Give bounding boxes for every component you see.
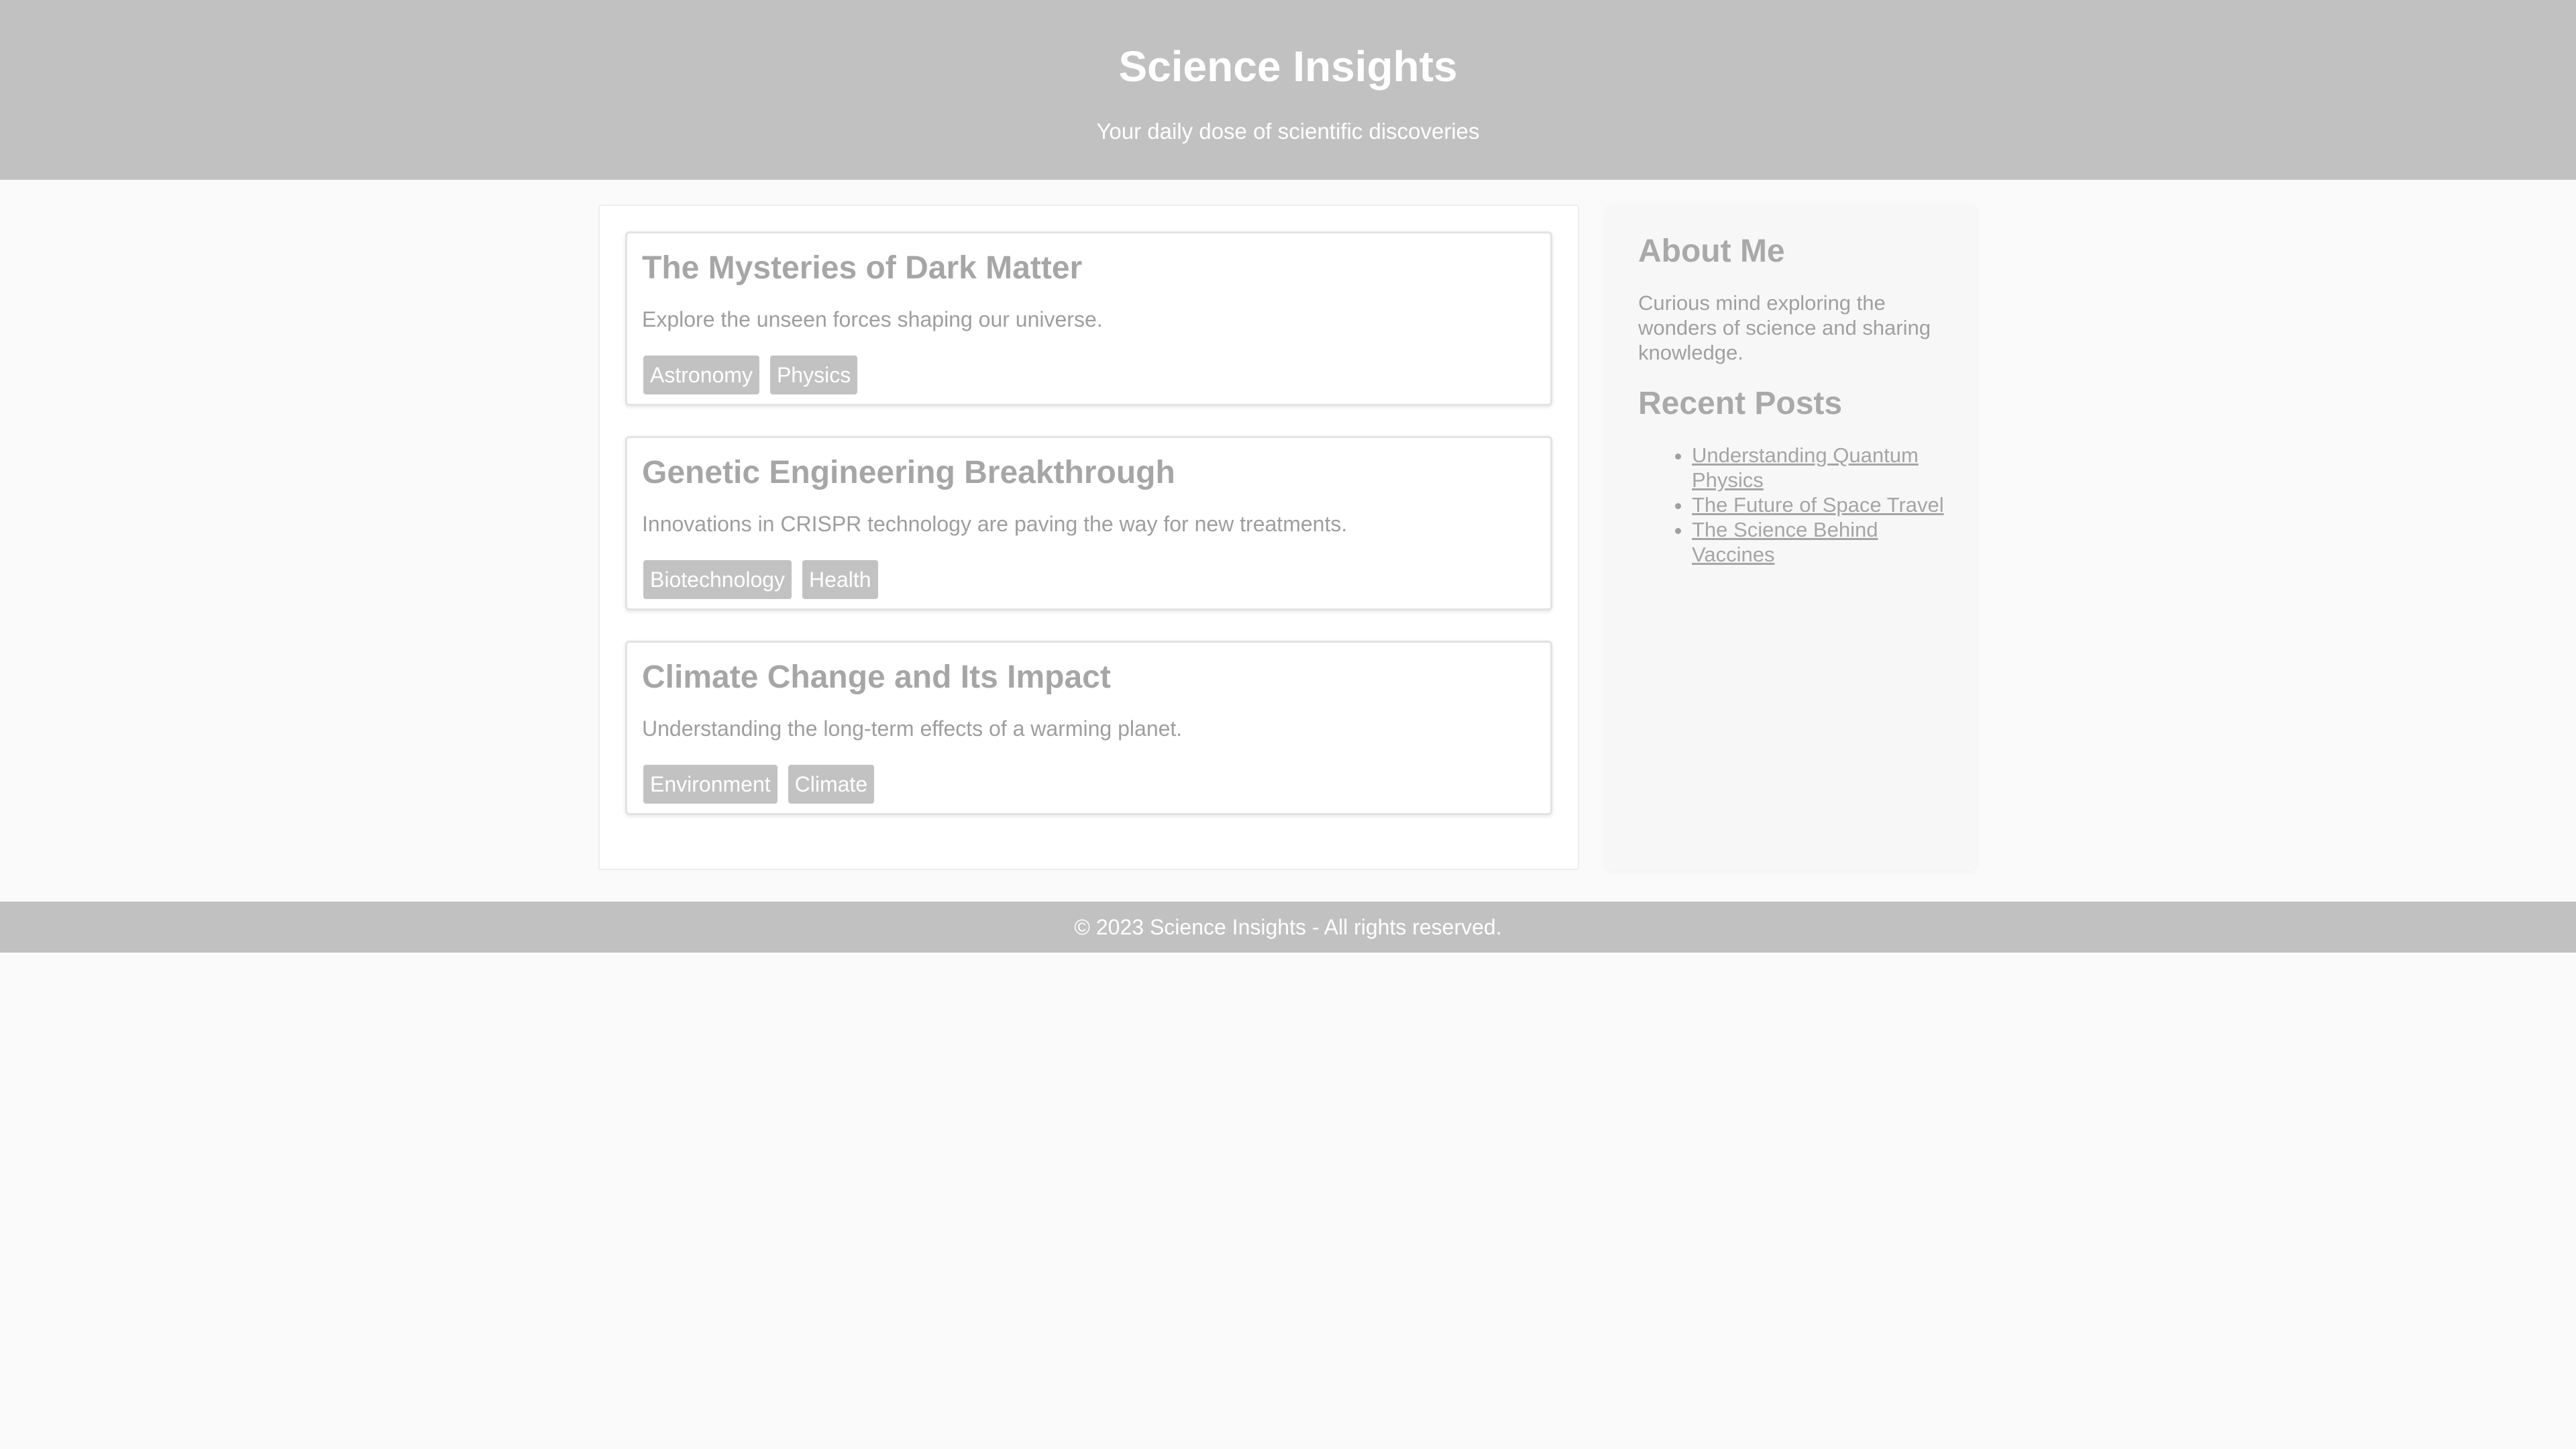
post-tags — [643, 560, 878, 599]
site-tagline: Your daily dose of scientific discoveries — [1096, 119, 1480, 144]
sidebar — [1606, 205, 1976, 870]
post-card-genetic-engineering[interactable] — [625, 436, 1552, 610]
about-heading: About Me — [1638, 233, 1785, 269]
post-title[interactable]: The Mysteries of Dark Matter — [642, 250, 1083, 286]
post-excerpt: Innovations in CRISPR technology are paving the way for new treatments. — [642, 512, 1348, 536]
post-title[interactable]: Genetic Engineering Breakthrough — [642, 455, 1175, 490]
tag-climate[interactable]: Climate — [788, 765, 874, 804]
post-excerpt: Explore the unseen forces shaping our universe. — [642, 307, 1103, 331]
list-item — [1692, 443, 1944, 492]
recent-post-link-quantum-physics[interactable]: Understanding Quantum Physics — [1692, 443, 1919, 492]
post-title[interactable]: Climate Change and Its Impact — [642, 659, 1111, 695]
tag-environment[interactable]: Environment — [643, 765, 777, 804]
list-item — [1692, 492, 1944, 517]
post-card-climate-change[interactable] — [625, 641, 1552, 815]
tag-biotechnology[interactable]: Biotechnology — [643, 560, 792, 599]
recent-post-link-vaccines[interactable]: The Science Behind Vaccines — [1692, 518, 1878, 566]
about-text: Curious mind exploring the wonders of science and sharing knowledge. — [1638, 291, 1931, 364]
copyright-text: © 2023 Science Insights - All rights reserved. — [1074, 915, 1502, 939]
site-title: Science Insights — [1118, 42, 1458, 91]
tag-health[interactable]: Health — [802, 560, 878, 599]
site-footer — [0, 902, 2576, 953]
recent-posts-list — [1638, 443, 1944, 567]
tag-astronomy[interactable]: Astronomy — [643, 356, 759, 394]
list-item — [1692, 517, 1944, 567]
post-card-dark-matter[interactable] — [625, 231, 1552, 406]
site-header — [0, 0, 2576, 180]
post-tags — [643, 765, 874, 804]
post-tags — [643, 356, 857, 394]
recent-post-link-space-travel[interactable]: The Future of Space Travel — [1692, 493, 1944, 517]
post-excerpt: Understanding the long-term effects of a warming planet. — [642, 716, 1183, 741]
recent-posts-heading: Recent Posts — [1638, 386, 1843, 421]
posts-container — [598, 205, 1579, 870]
tag-physics[interactable]: Physics — [770, 356, 857, 394]
